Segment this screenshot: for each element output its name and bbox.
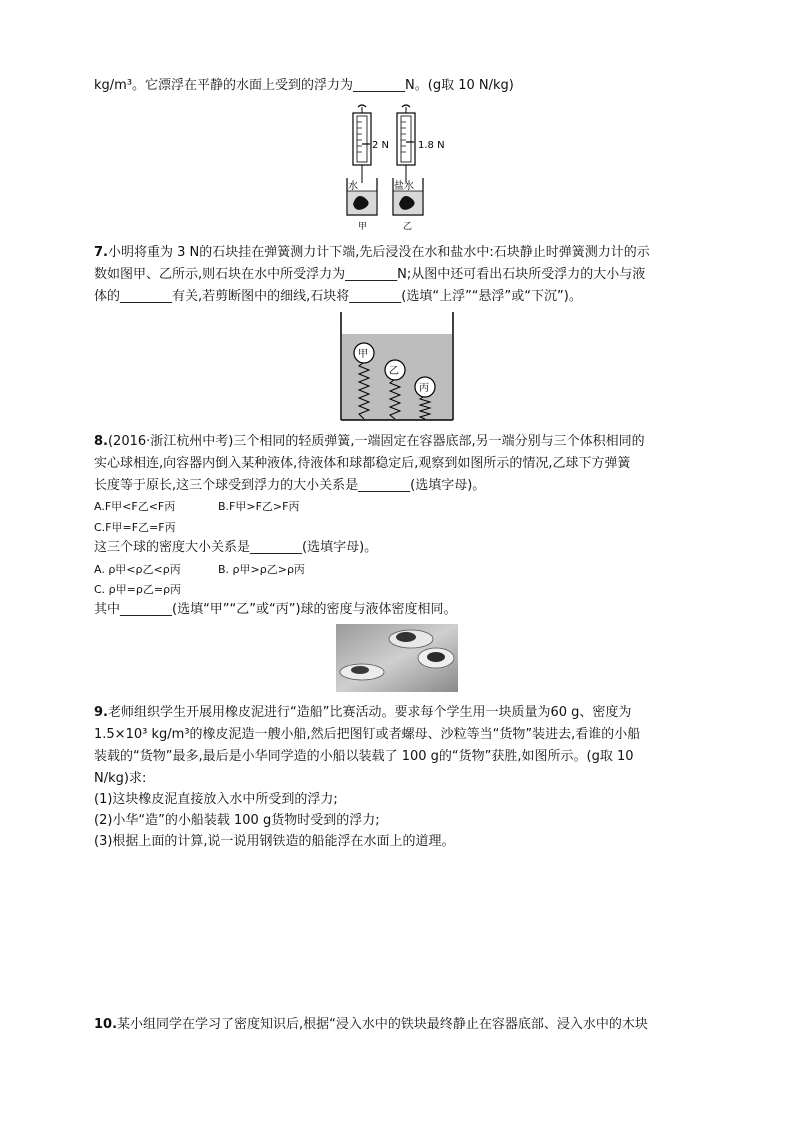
q7-line-3: 体的________有关,若剪断图中的细线,石块将________(选填“上浮”“悬浮”或“下沉”)。 <box>94 289 582 304</box>
ball-jia: 甲 <box>358 349 368 360</box>
q7-line-1: 7.小明将重为 3 N的石块挂在弹簧测力计下端,先后浸没在水和盐水中:石块静止时弹簧测力计的示 <box>94 245 650 260</box>
q8-option-a: A.F甲<F乙<F丙 <box>94 500 176 513</box>
q9-line-3: 装载的“货物”最多,最后是小华同学造的小船以装载了 100 g的“货物”获胜,如图所示。(g取 10 <box>94 749 634 764</box>
q8-line-5: 其中________(选填“甲”“乙”或“丙”)球的密度与液体密度相同。 <box>94 602 457 617</box>
reading-left: 2 N <box>372 140 390 151</box>
question-number: 10. <box>94 1017 118 1032</box>
ball-yi: 乙 <box>389 366 399 377</box>
question-number: 8. <box>94 434 108 449</box>
liquid-label-saltwater: 盐水 <box>394 181 414 192</box>
q9-subquestion-1: (1)这块橡皮泥直接放入水中所受到的浮力; <box>94 792 338 807</box>
q8-option-c: C.F甲=F乙=F丙 <box>94 521 176 534</box>
q8-line-1: 8.(2016·浙江杭州中考)三个相同的轻质弹簧,一端固定在容器底部,另一端分别与三个体积相同的 <box>94 434 645 449</box>
clay-boat-photo <box>336 624 458 692</box>
q8-option-b: B.F甲>F乙>F丙 <box>218 500 300 513</box>
figure-label-jia: 甲 <box>358 222 368 232</box>
q7-line-2: 数如图甲、乙所示,则石块在水中所受浮力为________N;从图中还可看出石块所受浮力的大小与液 <box>94 267 646 282</box>
q8-line-3: 长度等于原长,这三个球受到浮力的大小关系是________(选填字母)。 <box>94 478 486 493</box>
q8-option-a2: A. ρ甲<ρ乙<ρ丙 <box>94 563 181 576</box>
q9-subquestion-2: (2)小华“造”的小船装载 100 g货物时受到的浮力; <box>94 813 380 828</box>
reading-right: 1.8 N <box>418 140 445 151</box>
spring-scale-figure <box>335 103 445 233</box>
text-line: kg/m³。它漂浮在平静的水面上受到的浮力为________N。(g取 10 N/kg) <box>94 78 514 93</box>
figure-label-yi: 乙 <box>403 222 413 232</box>
q8-option-b2: B. ρ甲>ρ乙>ρ丙 <box>218 563 305 576</box>
q8-line-4: 这三个球的密度大小关系是________(选填字母)。 <box>94 540 378 555</box>
spring-ball-figure <box>339 312 455 422</box>
ball-bing: 丙 <box>419 383 429 394</box>
question-number: 9. <box>94 705 108 720</box>
q9-subquestion-3: (3)根据上面的计算,说一说用钢铁造的船能浮在水面上的道理。 <box>94 834 455 849</box>
q10-line-1: 10.某小组同学在学习了密度知识后,根据“浸入水中的铁块最终静止在容器底部、浸入水中的木块 <box>94 1017 648 1032</box>
question-number: 7. <box>94 245 108 260</box>
q9-line-2: 1.5×10³ kg/m³的橡皮泥造一艘小船,然后把图钉或者螺母、沙粒等当“货物”装进去,看谁的小船 <box>94 727 641 742</box>
q8-option-c2: C. ρ甲=ρ乙=ρ丙 <box>94 583 182 596</box>
q9-line-1: 9.老师组织学生开展用橡皮泥进行“造船”比赛活动。要求每个学生用一块质量为60 g、密度为 <box>94 705 632 720</box>
q8-line-2: 实心球相连,向容器内倒入某种液体,待液体和球都稳定后,观察到如图所示的情况,乙球下方弹簧 <box>94 456 631 471</box>
q9-line-4: N/kg)求: <box>94 771 147 786</box>
liquid-label-water: 水 <box>348 181 358 192</box>
